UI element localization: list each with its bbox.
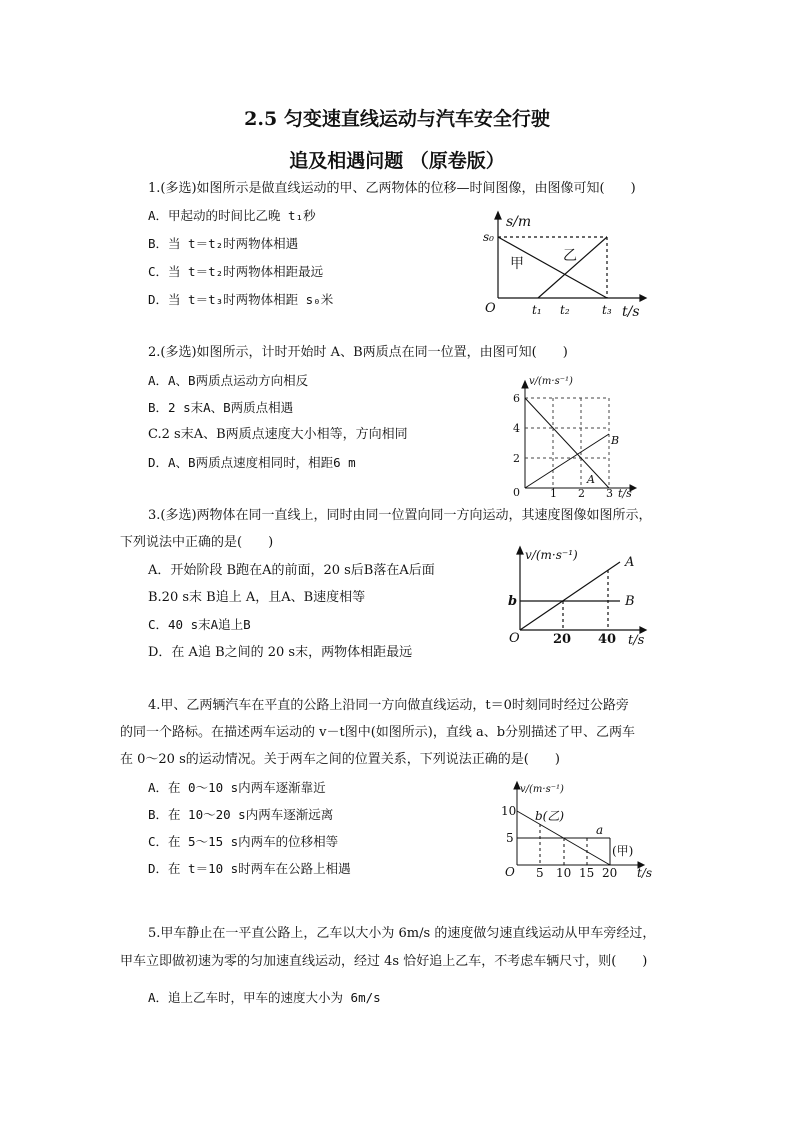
q4-option-a: A．在 0～10 s内两车逐渐靠近	[148, 780, 326, 795]
q4-stem-line2: 的同一个路标。在描述两车运动的 v－t图中(如图所示)，直线 a、b分别描述了甲、乙两车	[120, 725, 636, 740]
q4-xtick-20: 20	[602, 866, 618, 880]
q3-graph	[505, 543, 655, 648]
q5-option-a: A．追上乙车时，甲车的速度大小为 6m/s	[148, 990, 381, 1005]
q4-xtick-10: 10	[556, 866, 572, 880]
q1-option-d: D．当 t＝t₃时两物体相距 s₀米	[148, 292, 334, 307]
q4-option-d: D．在 t＝10 s时两车在公路上相遇	[148, 861, 351, 876]
q3-option-b: B.20 s末 B追上 A，且A、B速度相等	[148, 590, 366, 605]
q2-graph	[505, 372, 645, 502]
q1-x-label: t/s	[622, 304, 640, 320]
q1-s0-label: s₀	[483, 230, 494, 244]
q3-y-label: v/(m·s⁻¹)	[525, 548, 578, 562]
q3-label-a: A	[625, 555, 635, 570]
q4-ytick-5: 5	[506, 831, 514, 845]
q3-xtick-20: 20	[553, 632, 572, 647]
q3-origin: O	[509, 631, 520, 646]
q1-origin: O	[485, 301, 496, 316]
q4-origin: O	[505, 865, 515, 879]
page-subtitle: 追及相遇问题 （原卷版）	[289, 150, 505, 172]
q1-option-c: C．当 t＝t₂时两物体相距最远	[148, 264, 324, 279]
q1-y-arrow	[495, 212, 501, 219]
q3-line-a	[520, 562, 620, 630]
q2-x-label: t/s	[618, 487, 632, 500]
q2-ytick-4: 4	[513, 422, 520, 435]
q4-ytick-10: 10	[501, 804, 517, 818]
q3-stem-line1: 3.(多选)两物体在同一直线上，同时由同一位置向同一方向运动，其速度图像如图所示，	[148, 508, 652, 523]
q2-xtick-3: 3	[606, 487, 613, 500]
q2-y-label: v/(m·s⁻¹)	[529, 376, 573, 387]
q2-origin: 0	[513, 486, 520, 499]
q1-label-yi: 乙	[563, 248, 577, 264]
q1-stem: 1.(多选)如图所示是做直线运动的甲、乙两物体的位移—时间图像，由图像可知( )	[148, 181, 636, 196]
q4-label-b: b(乙)	[535, 809, 565, 823]
q2-label-b: B	[611, 434, 620, 447]
q4-option-b: B．在 10～20 s内两车逐渐远离	[148, 807, 334, 822]
q4-dashes	[540, 824, 587, 865]
q2-line-a	[525, 398, 609, 488]
q4-y-label: v/(m·s⁻¹)	[520, 784, 564, 795]
q4-x-label: t/s	[637, 866, 653, 880]
page-title: 2.5 匀变速直线运动与汽车安全行驶	[244, 108, 550, 130]
q3-xtick-40: 40	[598, 632, 617, 647]
q4-label-jia: (甲)	[612, 844, 634, 858]
q3-y-arrow	[517, 547, 523, 554]
q4-graph	[500, 776, 670, 886]
q2-ytick-2: 2	[513, 452, 520, 465]
q3-stem-line2: 下列说法中正确的是( )	[120, 535, 274, 550]
q2-option-c: C.2 s末A、B两质点速度大小相等，方向相同	[148, 427, 408, 442]
q3-b-label: b	[508, 594, 518, 609]
q1-tick-t1: t₁	[532, 303, 542, 317]
q1-option-b: B．当 t＝t₂时两物体相遇	[148, 236, 299, 251]
q2-stem: 2.(多选)如图所示，计时开始时 A、B两质点在同一位置，由图可知( )	[148, 345, 568, 360]
q2-label-a: A	[587, 473, 595, 486]
q2-option-b: B．2 s末A、B两质点相遇	[148, 400, 294, 415]
q4-option-c: C．在 5～15 s内两车的位移相等	[148, 834, 339, 849]
q4-label-a: a	[596, 823, 604, 837]
q1-label-jia: 甲	[510, 256, 524, 272]
q4-stem-line3: 在 0～20 s的运动情况。关于两车之间的位置关系，下列说法正确的是( )	[120, 752, 560, 767]
q5-stem-line2: 甲车立即做初速为零的匀加速直线运动，经过 4s 恰好追上乙车，不考虑车辆尺寸，则( )	[120, 954, 648, 969]
q2-xtick-2: 2	[578, 487, 585, 500]
q5-stem-line1: 5.甲车静止在一平直公路上，乙车以大小为 6m/s 的速度做匀速直线运动从甲车旁经过，	[148, 926, 656, 941]
q2-y-arrow	[522, 381, 528, 388]
q3-option-d: D．在 A追 B之间的 20 s末，两物体相距最远	[148, 645, 413, 660]
q4-stem-line1: 4.甲、乙两辆汽车在平直的公路上沿同一方向做直线运动，t＝0时刻同时经过公路旁	[148, 698, 629, 713]
q1-option-a: A．甲起动的时间比乙晚 t₁秒	[148, 208, 316, 223]
q2-xtick-1: 1	[550, 487, 557, 500]
q1-graph	[470, 208, 660, 323]
q4-xtick-15: 15	[579, 866, 595, 880]
q2-line-b	[525, 434, 609, 488]
q1-tick-t2: t₂	[560, 303, 570, 317]
q2-option-d: D．A、B两质点速度相同时，相距6 m	[148, 455, 356, 470]
q3-option-c: C．40 s末A追上B	[148, 617, 251, 632]
q1-y-label: s/m	[506, 214, 532, 230]
q3-x-label: t/s	[628, 633, 645, 648]
q2-option-a: A．A、B两质点运动方向相反	[148, 373, 309, 388]
q1-tick-t3: t₃	[602, 303, 612, 317]
q4-xtick-5: 5	[536, 866, 544, 880]
q3-option-a: A．开始阶段 B跑在A的前面，20 s后B落在A后面	[148, 563, 435, 578]
q1-line-yi	[538, 237, 607, 298]
q1-x-arrow	[640, 295, 646, 301]
q3-label-b: B	[625, 594, 635, 609]
q2-ytick-6: 6	[513, 392, 520, 405]
